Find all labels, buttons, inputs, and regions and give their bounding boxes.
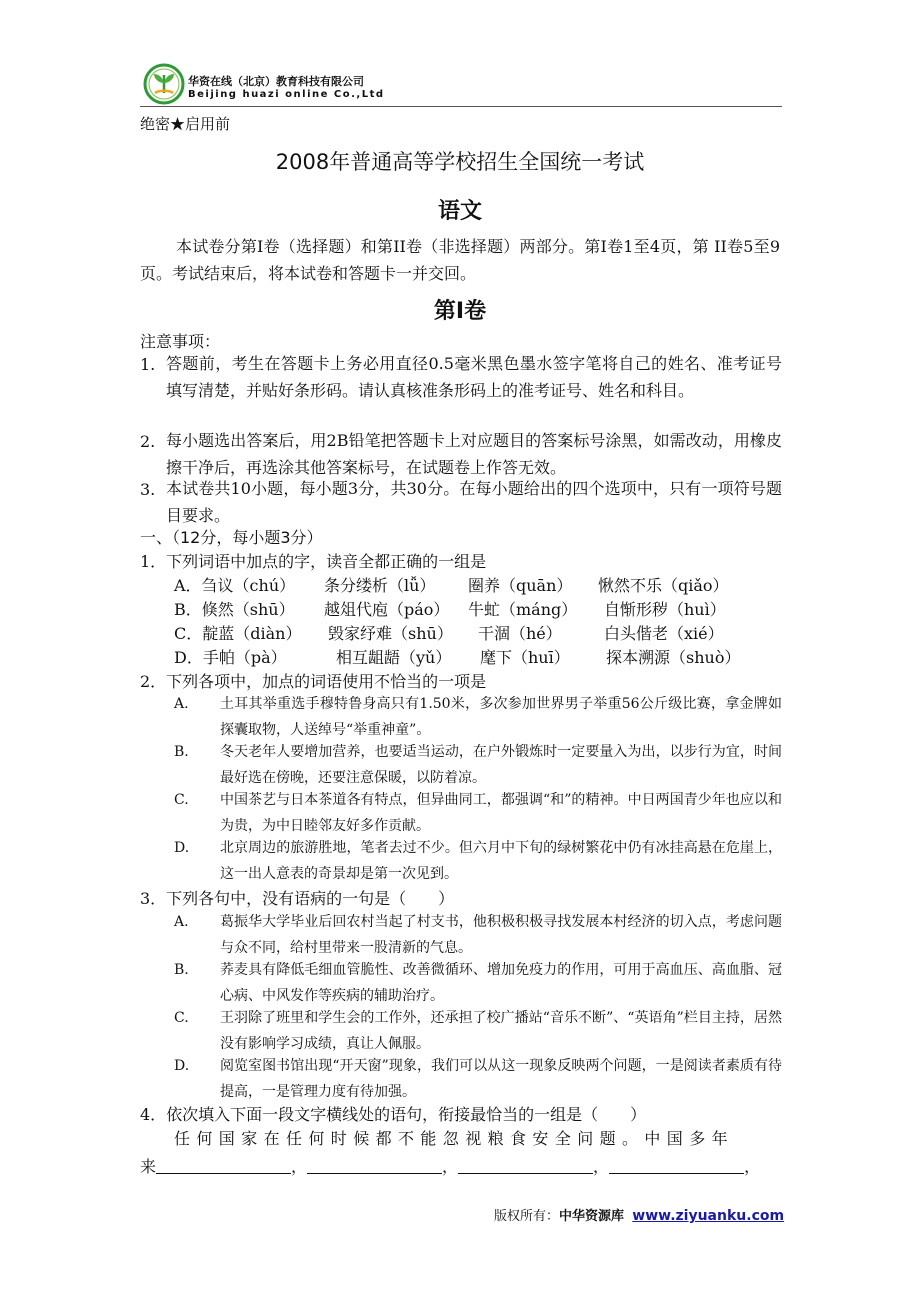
fill-blank-4[interactable] [609,1155,744,1174]
option-text: 冬天老年人要增加营养，也要适当运动，在户外锻炼时一定要量入为出，以步行为宜，时间最好选在傍晚，还要注意保暖，以防着凉。 [220,744,782,786]
option-label: A. [174,696,189,712]
option-cell: 自惭形秽（huì） [604,600,726,619]
part-title: 第Ⅰ卷 [433,299,487,324]
copyright-label: 版权所有： [494,1209,560,1224]
question-4-passage [140,1125,782,1181]
option-cell: C．靛蓝（diàn） [174,624,302,643]
option-text: 北京周边的旅游胜地，笔者去过不少。但六月中下旬的绿树繁花中仍有冰挂高悬在危崖上，这一出人意表的奇景却是第一次见到。 [220,840,782,882]
confidential-label: 绝密★启用前 [140,115,231,133]
passage-line: 任何国家在任何时候都不能忽视粮食安全问题。中国多年 [174,1129,735,1148]
option-label: D. [174,1058,190,1074]
fill-blank-2[interactable] [307,1155,442,1174]
intro-paragraph: 本试卷分第Ⅰ卷（选择题）和第II卷（非选择题）两部分。第Ⅰ卷1至4页，第 II卷5至9页。考试结束后，将本试卷和答题卡一并交回。 [140,237,780,283]
option-cell: 圈养（quān） [468,576,573,595]
question-2-stem: 2．下列各项中，加点的词语使用不恰当的一项是 [140,672,487,691]
notice-item: 答题前，考生在答题卡上务必用直径0.5毫米黑色墨水签字笔将自己的姓名、准考证号填写清楚，并贴好条形码。请认真核准条形码上的准考证号、姓名和科目。 [166,354,782,400]
brand-name: 中华资源库 [559,1209,625,1224]
option-label: D. [174,840,190,856]
option-label: C. [174,792,189,808]
fill-blank-1[interactable] [156,1155,291,1174]
header-divider [140,106,782,107]
option-text: 荞麦具有降低毛细血管脆性、改善微循环、增加免疫力的作用，可用于高血压、高血脂、冠心病、中风发作等疾病的辅助治疗。 [220,962,782,1004]
option-cell: 条分缕析（lǚ） [324,576,436,595]
option-text: 葛振华大学毕业后回农村当起了村支书，他积极积极寻找发展本村经济的切入点，考虑问题与众不同，给村里带来一股清新的气息。 [220,914,782,956]
option-cell: 白头偕老（xié） [604,624,724,643]
option-cell: 探本溯源（shuò） [606,648,741,667]
comma: ， [291,1157,308,1176]
comma: ， [442,1157,459,1176]
notice-item: 每小题选出答案后，用2B铅笔把答题卡上对应题目的答案标号涂黑，如需改动，用橡皮擦干净后，再选涂其他答案标号，在试题卷上作答无效。 [166,431,782,477]
comma: ， [744,1157,761,1176]
option-label: C. [174,1010,189,1026]
notice-number: 1. [140,355,156,374]
company-name-cn: 华资在线（北京）教育科技有限公司 [188,75,364,88]
option-cell: 牛虻（máng） [468,600,578,619]
exam-title: 2008年普通高等学校招生全国统一考试 [275,150,645,174]
passage-text: 来 [140,1157,157,1176]
company-name-en: Beijing huazi online Co.,Ltd [188,89,385,100]
passage-line-blanks [140,1153,782,1181]
comma: ， [593,1157,610,1176]
subject-title: 语文 [437,199,482,224]
option-cell: 越俎代庖（páo） [324,600,450,619]
option-cell: D．手帕（pà） [174,648,287,667]
option-label: A. [174,914,189,930]
fill-blank-3[interactable] [458,1155,593,1174]
option-text: 阅览室图书馆出现“开天窗”现象，我们可以从这一现象反映两个问题，一是阅读者素质有待提高，一是管理力度有待加强。 [220,1058,782,1100]
option-cell: B．倏然（shū） [174,600,295,619]
option-cell: 毁家纾难（shū） [328,624,453,643]
notice-number: 2. [140,432,156,451]
option-cell: 愀然不乐（qiǎo） [598,576,729,595]
option-cell: 麾下（huī） [480,648,570,667]
option-cell: 相互龃龉（yǔ） [336,648,452,667]
footer-link[interactable]: www.ziyuanku.com [632,1208,785,1224]
option-text: 中国茶艺与日本茶道各有特点，但异曲同工，都强调“和”的精神。中日两国青少年也应以和为贵，为中日睦邻友好多作贡献。 [220,792,782,834]
option-cell: 干涸（hé） [478,624,562,643]
notice-heading: 注意事项： [140,332,221,351]
option-label: B. [174,962,189,978]
question-4-stem: 4．依次填入下面一段文字横线处的语句，衔接最恰当的一组是（ ） [140,1105,647,1124]
option-text: 土耳其举重选手穆特鲁身高只有1.50米，多次参加世界男子举重56公斤级比赛，拿金牌如探囊取物，人送绰号“举重神童”。 [220,696,782,738]
company-logo-icon [143,63,185,105]
question-1-stem: 1．下列词语中加点的字，读音全都正确的一组是 [140,552,487,571]
footer [494,1205,784,1224]
section-heading: 一、（12分，每小题3分） [140,528,323,547]
question-3-stem: 3．下列各句中，没有语病的一句是（ ） [140,889,455,908]
option-text: 王羽除了班里和学生会的工作外，还承担了校广播站“音乐不断”、“英语角”栏目主持，居然没有影响学习成绩，真让人佩服。 [220,1010,782,1052]
notice-number: 3. [140,480,156,499]
option-cell: A．刍议（chú） [174,576,296,595]
notice-item: 本试卷共10小题，每小题3分，共30分。在每小题给出的四个选项中，只有一项符号题目要求。 [166,479,782,525]
option-label: B. [174,744,189,760]
